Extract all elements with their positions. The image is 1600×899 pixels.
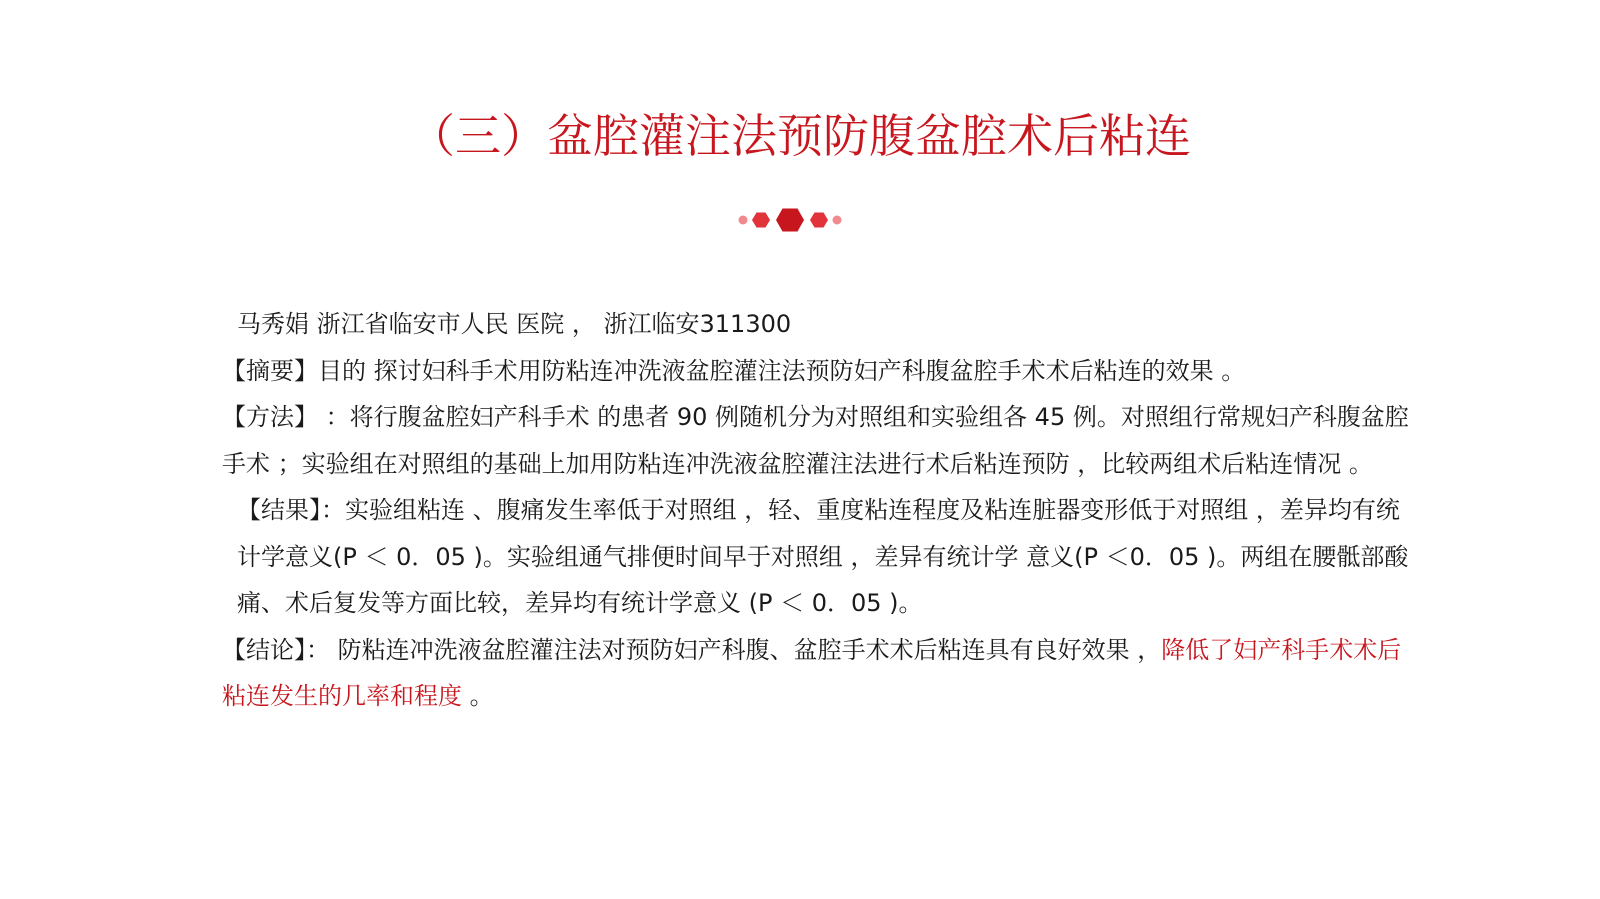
divider-hex-center (776, 209, 804, 232)
conclusion-text: 【结论】： 防粘连冲洗液盆腔灌注法对预防妇产科腹、盆腔手术术后粘连具有良好效果 ， (222, 635, 1162, 664)
conclusion-end: 。 (462, 682, 494, 710)
abstract-result: 【结果】：实验组粘连 、腹痛发生率低于对照组 ，轻、重度粘连程度及粘连脏器变形低于对照组 ，差异均有统计学意义(P ＜ 0．05 )。实验组通气排便时间早于对照组 ，差异有统计学 意义(P ＜0．05 )。两组在腰骶部酸痛、术后复发等方面比较，差异均有统计学意义 (P ＜ 0．05 )。 (237, 496, 1409, 617)
author-line: 马秀娟 浙江省临安市人民 医院 ， 浙江临安311300 (237, 310, 792, 338)
divider-dot-small-left (739, 216, 748, 225)
divider-dot-small-right (833, 216, 842, 225)
abstract-body (222, 301, 1420, 720)
abstract-summary: 【摘要】目的 探讨妇科手术用防粘连冲洗液盆腔灌注法预防妇产科腹盆腔手术术后粘连的效果 。 (222, 356, 1246, 385)
divider-hex-right (810, 213, 828, 228)
abstract-method: 【方法】 ：将行腹盆腔妇产科手术 的患者 90 例随机分为对照组和实验组各 45 例。对照组行常规妇产科腹盆腔手术 ；实验组在对照组的基础上加用防粘连冲洗液盆腔灌注法进行术后粘连预防 ，比较两组术后粘连情况 。 (222, 403, 1409, 478)
conclusion-highlight: 降低了妇产科手术术后粘连发生的几率和程度 (222, 635, 1402, 710)
divider-hex-left (752, 213, 770, 228)
divider-dots-icon (738, 207, 842, 233)
abstract-conclusion (222, 627, 1420, 720)
page-title: （三）盆腔灌注法预防腹盆腔术后粘连 (409, 109, 1191, 163)
